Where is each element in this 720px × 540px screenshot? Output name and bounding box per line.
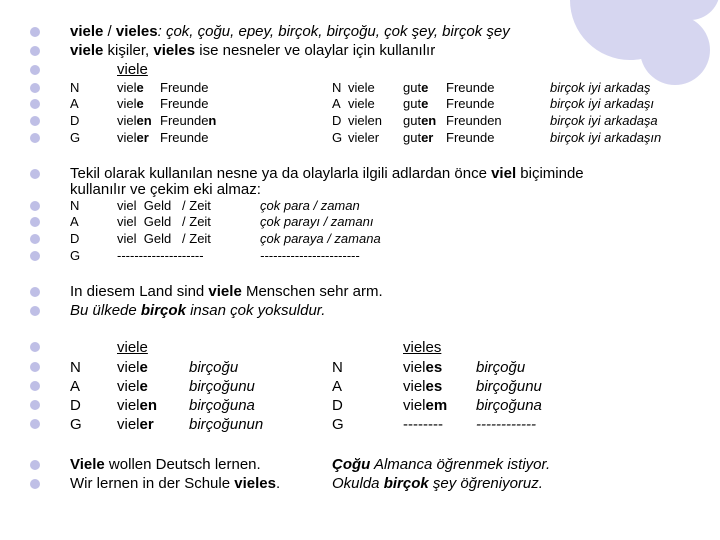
table-row xyxy=(0,359,720,377)
german-cell: viel Geld / Zeit xyxy=(117,198,211,213)
pronoun-cell xyxy=(403,359,442,377)
german-cell: viel Geld / Zeit xyxy=(117,214,211,229)
translation-cell: çok paraya / zamana xyxy=(260,231,381,246)
stem: Freunde xyxy=(160,113,209,128)
ending: en xyxy=(139,397,158,414)
bullet-icon xyxy=(30,27,40,37)
translation-cell: birçok iyi arkadaş xyxy=(550,80,651,95)
pronoun-cell xyxy=(117,397,157,415)
noun-cell xyxy=(446,96,494,112)
case-label: G xyxy=(70,248,81,263)
bullet-icon xyxy=(30,83,40,93)
translation-cell: birçoğu xyxy=(476,359,526,376)
pronoun-cell xyxy=(117,416,154,434)
case-label: A xyxy=(332,378,343,395)
noun-cell xyxy=(160,96,208,112)
bullet-icon xyxy=(30,479,40,489)
note-text: Tekil olarak kullanılan nesne ya da olaylarla ilgili adlardan önce viel biçiminde xyxy=(70,165,584,182)
bullet-icon xyxy=(30,169,40,179)
table-row xyxy=(0,80,720,96)
gut-cell xyxy=(403,96,428,112)
bullet-icon xyxy=(30,251,40,261)
german-cell: viel Geld / Zeit xyxy=(117,231,211,246)
stem: viel xyxy=(117,113,137,128)
case-label: A xyxy=(70,214,79,229)
stem: gut xyxy=(403,96,422,111)
translation-cell: birçok iyi arkadaşın xyxy=(550,130,662,145)
stem: viel xyxy=(117,397,140,414)
table-row xyxy=(0,96,720,112)
bullet-line xyxy=(0,283,720,301)
adjective-cell: viele xyxy=(348,96,375,111)
translation-cell: birçoğunun xyxy=(189,416,264,433)
noun-cell xyxy=(160,130,208,146)
pronoun-cell xyxy=(117,378,148,396)
bullet-line xyxy=(0,42,720,60)
stem: viel xyxy=(117,359,140,376)
stem: viel xyxy=(403,378,426,395)
ending: e xyxy=(136,80,144,95)
example2-tr1: Çoğu Almanca öğrenmek istiyor. xyxy=(332,456,551,473)
adjective-cell xyxy=(117,113,152,129)
stem: Freunde xyxy=(446,96,495,111)
gut-cell xyxy=(403,130,433,146)
bullet-icon xyxy=(30,400,40,410)
noun-cell xyxy=(446,113,502,129)
case-label: G xyxy=(332,130,343,145)
ending: es xyxy=(425,378,443,395)
translation-cell: çok para / zaman xyxy=(260,198,360,213)
pronoun-cell xyxy=(117,359,148,377)
pronoun-cell xyxy=(403,397,447,415)
adjective-cell: vieler xyxy=(348,130,380,145)
translation-cell: ----------------------- xyxy=(260,248,360,263)
ending: n xyxy=(208,113,217,128)
stem: Freunde xyxy=(160,80,209,95)
case-label: N xyxy=(70,359,81,376)
ending: e xyxy=(139,378,148,395)
example2-de2: Wir lernen in der Schule vieles. xyxy=(70,475,281,492)
bullet-icon xyxy=(30,306,40,316)
bullet-icon xyxy=(30,46,40,56)
stem: Freunden xyxy=(446,113,502,128)
bullet-line xyxy=(0,23,720,41)
noun-cell xyxy=(160,113,216,129)
bullet-icon xyxy=(30,99,40,109)
case-label: A xyxy=(70,96,79,111)
stem: viel xyxy=(117,80,137,95)
bullet-icon xyxy=(30,217,40,227)
case-label: G xyxy=(70,130,81,145)
ending: e xyxy=(139,359,148,376)
table-header-row xyxy=(0,339,720,357)
translation-cell: birçoğuna xyxy=(476,397,542,414)
stem: Freunde xyxy=(160,96,209,111)
adjective-cell xyxy=(117,96,144,112)
bullet-icon xyxy=(30,362,40,372)
translation-cell: birçoğuna xyxy=(189,397,255,414)
case-label: D xyxy=(70,231,80,246)
noun-cell xyxy=(446,80,494,96)
bullet-icon xyxy=(30,419,40,429)
stem: Freunde xyxy=(446,130,495,145)
note-text-2: kullanılır ve çekim eki almaz: xyxy=(70,181,261,198)
gut-cell xyxy=(403,80,428,96)
adjective-cell: viele xyxy=(348,80,375,95)
case-label: D xyxy=(70,113,80,128)
adjective-cell: vielen xyxy=(348,113,382,128)
bullet-icon xyxy=(30,116,40,126)
translation-cell: çok parayı / zamanı xyxy=(260,214,374,229)
table-row xyxy=(0,378,720,396)
bullet-icon xyxy=(30,234,40,244)
ending: em xyxy=(425,397,448,414)
line-text: viele kişiler, vieles ise nesneler ve olaylar için kullanılır xyxy=(70,42,436,59)
case-label: D xyxy=(70,397,81,414)
example-tr: Bu ülkede birçok insan çok yoksuldur. xyxy=(70,302,326,319)
bullet-icon xyxy=(30,381,40,391)
stem: Freunde xyxy=(446,80,495,95)
bullet-line xyxy=(0,61,720,79)
bullet-icon xyxy=(30,287,40,297)
stem: viel xyxy=(117,378,140,395)
translation-cell: birçoğu xyxy=(189,359,239,376)
case-label: N xyxy=(332,359,343,376)
stem: viel xyxy=(403,359,426,376)
ending: er xyxy=(139,416,154,433)
ending: er xyxy=(421,130,434,145)
bullet-line xyxy=(0,456,720,474)
stem: -------- xyxy=(403,416,443,433)
noun-cell xyxy=(446,130,494,146)
ending: en xyxy=(136,113,152,128)
translation-cell: birçok iyi arkadaşı xyxy=(550,96,655,111)
example-de: In diesem Land sind viele Menschen sehr arm. xyxy=(70,283,383,300)
example2-tr2: Okulda birçok şey öğreniyoruz. xyxy=(332,475,543,492)
noun-cell xyxy=(160,80,208,96)
case-label: N xyxy=(70,198,80,213)
example2-de1: Viele wollen Deutsch lernen. xyxy=(70,456,261,473)
ending: er xyxy=(136,130,149,145)
gut-cell xyxy=(403,113,436,129)
pronoun-cell xyxy=(403,378,442,396)
case-label: D xyxy=(332,397,343,414)
case-label: A xyxy=(332,96,341,111)
stem: viel xyxy=(117,96,137,111)
german-cell: -------------------- xyxy=(117,248,204,263)
ending: es xyxy=(425,359,443,376)
line-text: viele / vieles: çok, çoğu, epey, birçok, birçoğu, çok şey, birçok şey xyxy=(70,23,510,40)
table-row xyxy=(0,248,720,264)
table-row xyxy=(0,231,720,247)
stem: gut xyxy=(403,80,422,95)
case-label: N xyxy=(332,80,342,95)
adjective-cell xyxy=(117,130,149,146)
column-heading: viele xyxy=(117,339,148,356)
ending: en xyxy=(421,113,437,128)
bullet-icon xyxy=(30,460,40,470)
table-row xyxy=(0,214,720,230)
stem: viel xyxy=(117,130,137,145)
pronoun-cell xyxy=(403,416,443,434)
bullet-line xyxy=(0,475,720,493)
table-row xyxy=(0,198,720,214)
case-label: G xyxy=(332,416,344,433)
stem: gut xyxy=(403,130,422,145)
translation-cell: ------------ xyxy=(476,416,536,433)
table-row xyxy=(0,130,720,146)
bullet-line xyxy=(0,302,720,320)
adjective-cell xyxy=(117,80,144,96)
stem: Freunde xyxy=(160,130,209,145)
translation-cell: birçoğunu xyxy=(189,378,255,395)
case-label: N xyxy=(70,80,80,95)
table-row xyxy=(0,416,720,434)
bullet-icon xyxy=(30,133,40,143)
column-heading: vieles xyxy=(403,339,442,356)
table-row xyxy=(0,113,720,129)
translation-cell: birçoğunu xyxy=(476,378,542,395)
note-continuation xyxy=(0,181,720,199)
ending: e xyxy=(136,96,144,111)
translation-cell: birçok iyi arkadaşa xyxy=(550,113,658,128)
case-label: G xyxy=(70,416,82,433)
heading-word: viele xyxy=(117,61,148,78)
case-label: D xyxy=(332,113,342,128)
stem: viel xyxy=(403,397,426,414)
bullet-icon xyxy=(30,201,40,211)
case-label: A xyxy=(70,378,81,395)
table-row xyxy=(0,397,720,415)
bullet-icon xyxy=(30,342,40,352)
bullet-icon xyxy=(30,65,40,75)
stem: gut xyxy=(403,113,422,128)
ending: e xyxy=(421,96,429,111)
ending: e xyxy=(421,80,429,95)
stem: viel xyxy=(117,416,140,433)
